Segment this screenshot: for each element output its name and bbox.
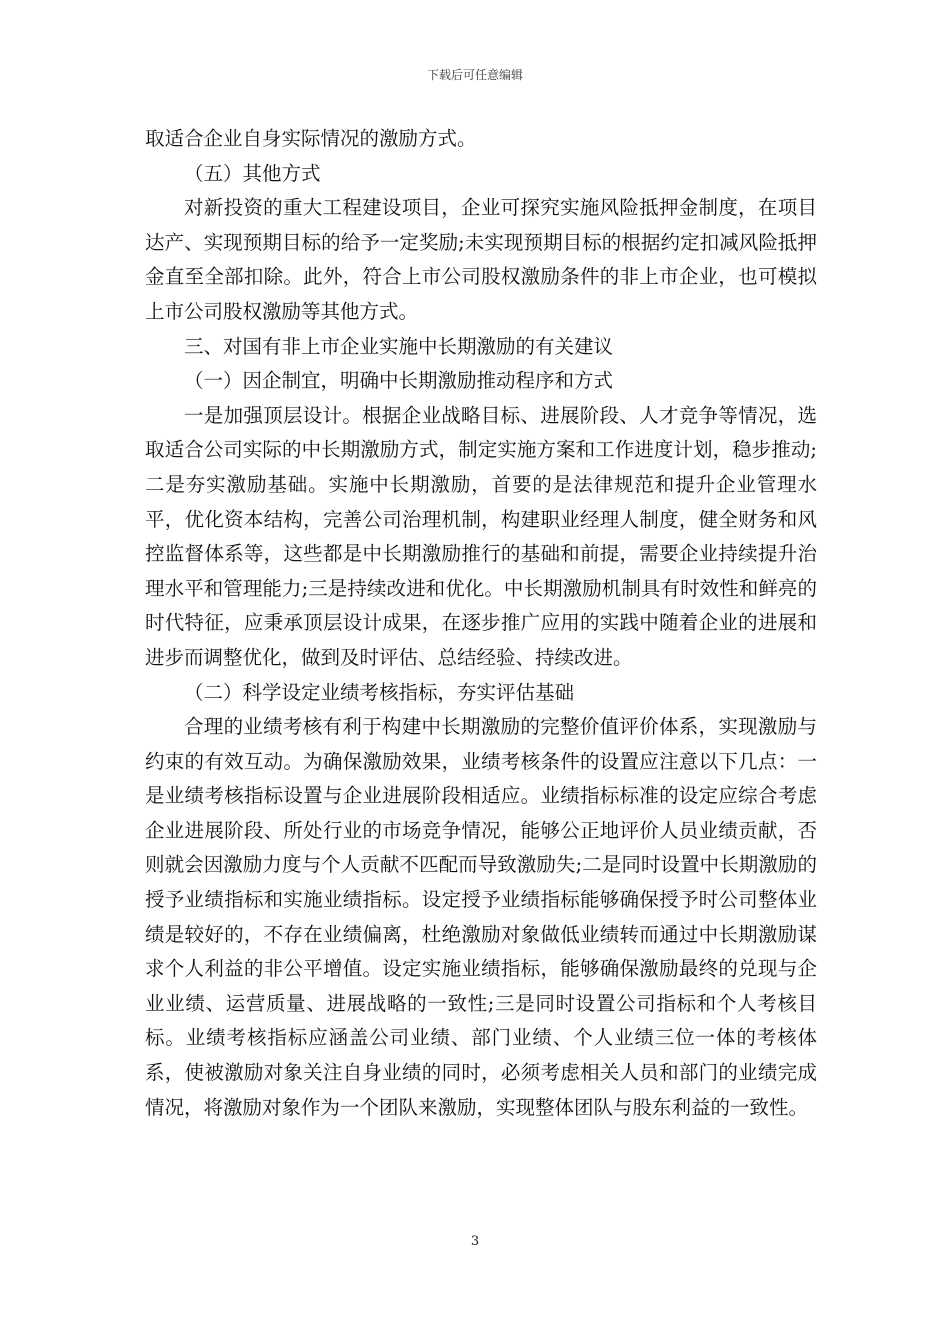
subsection-heading-1: （一）因企制宜，明确中长期激励推动程序和方式 [184, 369, 614, 393]
section-heading-other-methods: （五）其他方式 [184, 161, 321, 185]
paragraph-subsection-2: 合理的业绩考核有利于构建中长期激励的完整价值评价体系，实现激励与约束的有效互动。为确保激励效果，业绩考核条件的设置应注意以下几点：一是业绩考核指标设置与企业进展阶段相适应。业绩指标标准的设定应综合考虑企业进展阶段、所处行业的市场竞争情况，能够公正地评价人员业绩贡献，否则就会因激励力度与个人贡献不匹配而导致激励失;二是同时设置中长期激励的授予业绩指标和实施业绩指标。设定授予业绩指标能够确保授予时公司整体业绩是较好的，不存在业绩偏离，杜绝激励对象做低业绩转而通过中长期激励谋求个人利益的非公平增值。设定实施业绩指标，能够确保激励最终的兑现与企业业绩、运营质量、进展战略的一致性;三是同时设置公司指标和个人考核目标。业绩考核指标应涵盖公司业绩、部门业绩、个人业绩三位一体的考核体系，使被激励对象关注自身业绩的同时，必须考虑相关人员和部门的业绩完成情况，将激励对象作为一个团队来激励，实现整体团队与股东利益的一致性。 [145, 715, 817, 1119]
document-body [145, 122, 817, 1125]
page-header: 下载后可任意编辑 [426, 68, 523, 82]
subsection-heading-2: （二）科学设定业绩考核指标，夯实评估基础 [184, 680, 575, 704]
paragraph-other-methods: 对新投资的重大工程建设项目，企业可探究实施风险抵押金制度，在项目达产、实现预期目标的给予一定奖励;未实现预期目标的根据约定扣减风险抵押金直至全部扣除。此外，符合上市公司股权激励条件的非上市企业，也可模拟上市公司股权激励等其他方式。 [145, 196, 817, 323]
paragraph-continuation: 取适合企业自身实际情况的激励方式。 [145, 127, 477, 150]
section-heading-suggestions: 三、对国有非上市企业实施中长期激励的有关建议 [184, 334, 614, 358]
page-number: 3 [470, 1234, 480, 1249]
paragraph-subsection-1: 一是加强顶层设计。根据企业战略目标、进展阶段、人才竞争等情况，选取适合公司实际的中长期激励方式，制定实施方案和工作进度计划，稳步推动;二是夯实激励基础。实施中长期激励，首要的是法律规范和提升企业管理水平，优化资本结构，完善公司治理机制，构建职业经理人制度，健全财务和风控监督体系等，这些都是中长期激励推行的基础和前提，需要企业持续提升治理水平和管理能力;三是持续改进和优化。中长期激励机制具有时效性和鲜亮的时代特征，应秉承顶层设计成果，在逐步推广应用的实践中随着企业的进展和进步而调整优化，做到及时评估、总结经验、持续改进。 [145, 403, 817, 669]
